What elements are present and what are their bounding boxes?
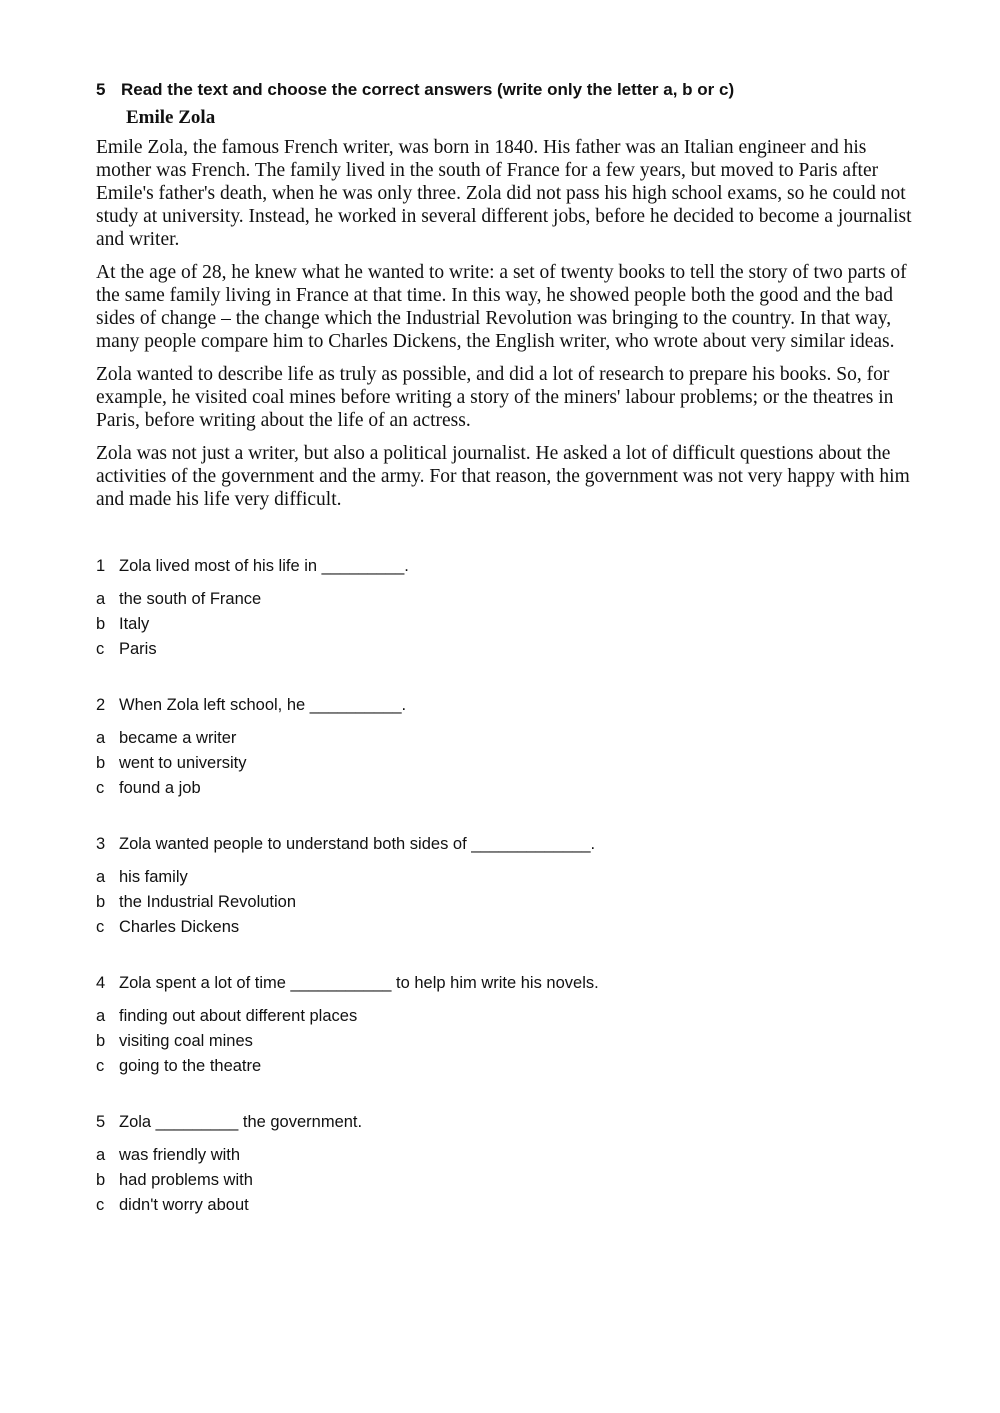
answer-option: [96, 751, 926, 776]
option-text: became a writer: [119, 729, 237, 747]
worksheet: [96, 78, 926, 1250]
text-title: Emile Zola: [126, 107, 216, 128]
option-letter: c: [96, 1057, 105, 1075]
answer-option: [96, 1029, 926, 1054]
question-prompt: [96, 1111, 926, 1133]
question-number: 4: [96, 974, 106, 992]
option-letter: c: [96, 918, 105, 936]
answer-option: [96, 1054, 926, 1079]
task-heading: [96, 78, 926, 102]
answer-option: [96, 865, 926, 890]
option-letter: a: [96, 1146, 106, 1164]
question-text: Zola _________ the government.: [119, 1113, 363, 1131]
answer-option: [96, 637, 926, 662]
question-text: Zola lived most of his life in _________.: [119, 557, 409, 575]
paragraph-4: Zola was not just a writer, but also a political journalist. He asked a lot of difficult questions about the activities of the government and the army. For that reason, the government was not very happy with him and made his life very difficult.: [96, 443, 910, 510]
option-text: visiting coal mines: [119, 1032, 253, 1050]
question-prompt: [96, 833, 926, 855]
answer-option: [96, 1004, 926, 1029]
option-letter: c: [96, 779, 105, 797]
answer-option: [96, 612, 926, 637]
question-number: 3: [96, 835, 106, 853]
question-number: 2: [96, 696, 106, 714]
question-text: When Zola left school, he __________.: [119, 696, 407, 714]
answer-option: [96, 915, 926, 940]
paragraph-2: At the age of 28, he knew what he wanted to write: a set of twenty books to tell the story of two parts of the same family living in France at that time. In this way, he showed people both the good and the bad sides of change – the change which the Industrial Revolution was bringing to the country. In that way, many people compare him to Charles Dickens, the English writer, who wrote about very similar ideas.: [96, 262, 907, 352]
question-text: Zola spent a lot of time ___________ to help him write his novels.: [119, 974, 599, 992]
paragraph-3: Zola wanted to describe life as truly as possible, and did a lot of research to prepare his books. So, for example, he visited coal mines before writing a story of the miners' labour problems; or the theatres in Paris, before writing about the life of an actress.: [96, 364, 894, 431]
paragraph-1: Emile Zola, the famous French writer, was born in 1840. His father was an Italian engineer and his mother was French. The family lived in the south of France for a few years, but moved to Paris after Emile's father's death, when he was only three. Zola did not pass his high school exams, so he could not study at university. Instead, he worked in several different jobs, before he decided to become a journalist and writer.: [96, 137, 912, 250]
option-text: his family: [119, 868, 188, 886]
option-text: found a job: [119, 779, 201, 797]
answer-option: [96, 726, 926, 751]
option-text: was friendly with: [119, 1146, 241, 1164]
task-instruction: Read the text and choose the correct answers (write only the letter a, b or c): [121, 80, 735, 99]
question-number: 5: [96, 1113, 106, 1131]
option-text: the south of France: [119, 590, 262, 608]
option-letter: b: [96, 615, 106, 633]
answer-option: [96, 776, 926, 801]
option-text: had problems with: [119, 1171, 253, 1189]
option-letter: b: [96, 754, 106, 772]
question-2: [96, 694, 926, 801]
option-text: going to the theatre: [119, 1057, 262, 1075]
question-5: [96, 1111, 926, 1218]
option-text: Italy: [119, 615, 150, 633]
answer-option: [96, 1168, 926, 1193]
question-prompt: [96, 972, 926, 994]
option-letter: b: [96, 1171, 106, 1189]
option-text: went to university: [119, 754, 247, 772]
question-4: [96, 972, 926, 1079]
option-letter: a: [96, 729, 106, 747]
task-number: 5: [96, 80, 106, 99]
option-letter: b: [96, 1032, 106, 1050]
question-text: Zola wanted people to understand both sides of _____________.: [119, 835, 596, 853]
option-text: the Industrial Revolution: [119, 893, 297, 911]
option-text: finding out about different places: [119, 1007, 358, 1025]
answer-option: [96, 1143, 926, 1168]
option-letter: c: [96, 640, 105, 658]
question-prompt: [96, 555, 926, 577]
question-number: 1: [96, 557, 106, 575]
option-text: didn't worry about: [119, 1196, 249, 1214]
option-text: Charles Dickens: [119, 918, 240, 936]
option-letter: a: [96, 1007, 106, 1025]
option-letter: c: [96, 1196, 105, 1214]
option-text: Paris: [119, 640, 157, 658]
question-3: [96, 833, 926, 940]
question-1: [96, 555, 926, 662]
question-list: [96, 555, 926, 1218]
option-letter: b: [96, 893, 106, 911]
answer-option: [96, 587, 926, 612]
answer-option: [96, 1193, 926, 1218]
answer-option: [96, 890, 926, 915]
question-prompt: [96, 694, 926, 716]
option-letter: a: [96, 868, 106, 886]
option-letter: a: [96, 590, 106, 608]
